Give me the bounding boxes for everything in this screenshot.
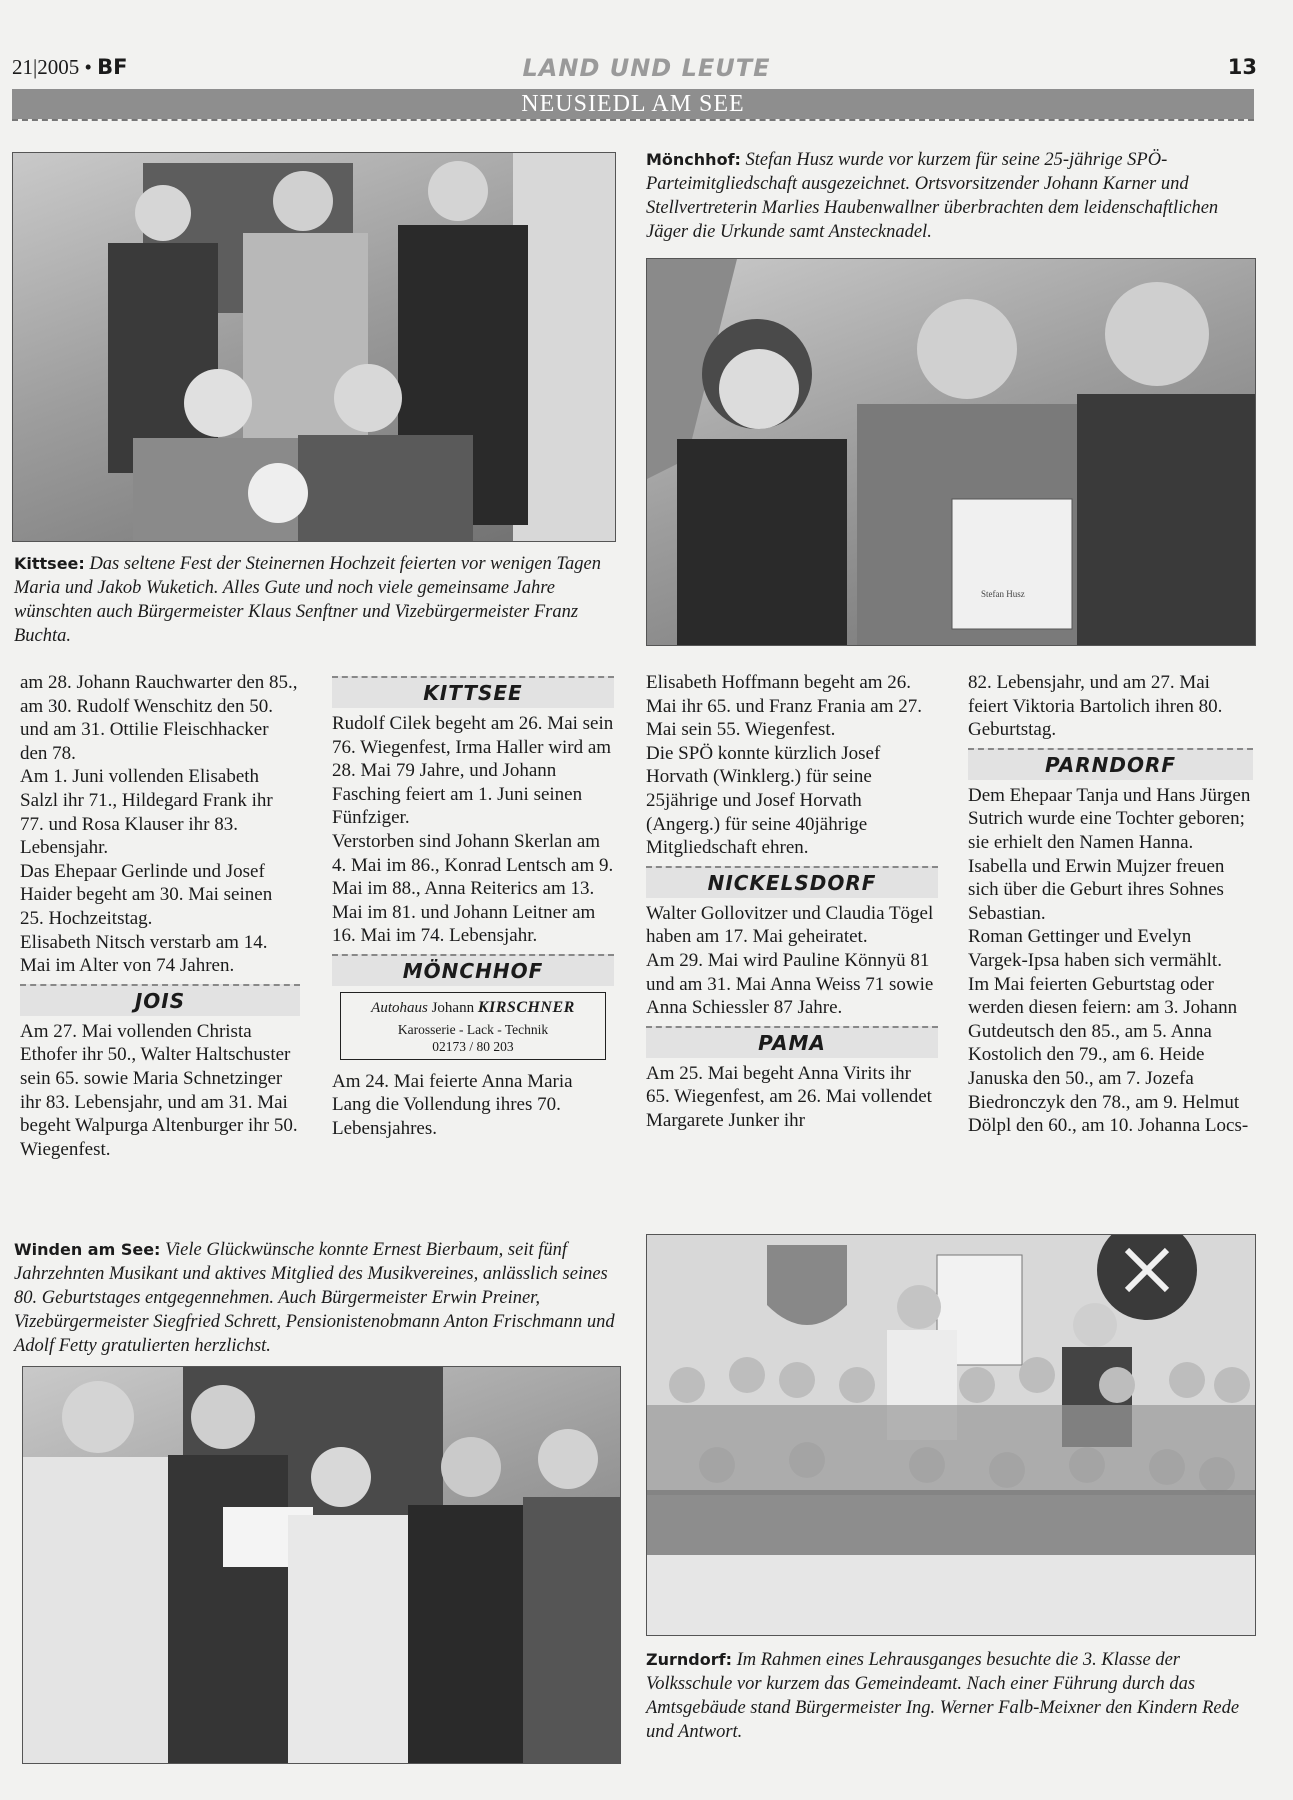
caption-kittsee [14, 552, 614, 648]
paragraph: Am 24. Mai feierte Anna Maria Lang die Vollendung ihres 70. Lebensjahres. [332, 1070, 573, 1139]
ad-services: Karosserie - Lack - Technik [397, 1021, 549, 1037]
column-2 [332, 676, 614, 1140]
paragraph: Am 29. Mai wird Pauline Könnyü 81 und am 31. Mai Anna Weiss 71 sowie Anna Schiessler 87 Jahre. [646, 949, 934, 1019]
paragraph: Walter Gollovitzer und Claudia Tögel haben am 17. Mai geheiratet. [646, 902, 934, 948]
photo-winden [22, 1366, 621, 1764]
ad-title [341, 996, 605, 1021]
photo-zurndorf-illustration [647, 1235, 1255, 1635]
section-heading-nickelsdorf: NICKELSDORF [646, 866, 938, 898]
advertisement-kirschner [340, 992, 606, 1060]
paragraph: Verstorben sind Johann Skerlan am 4. Mai im 86., Konrad Lentsch am 9. Mai im 88., Anna Reiterics am 13. Mai im 81. und Johann Leitner am 16. Mai im 74. Lebensjahr. [332, 830, 614, 947]
banner-divider [12, 119, 1254, 121]
caption-place: Kittsee: [14, 554, 85, 573]
caption-text: Viele Glückwünsche konnte Ernest Bierbaum, seit fünf Jahrzehnten Musikant und aktives Mitglied des Musikvereines, anlässlich seines 80. Geburtstages entgegennehmen. Auch Bürgermeister Erwin Preiner, Vizebürgermeister Siegfried Schrett, Pensionistenobmann Anton Frischmann und Adolf Fetty gratulierten herzlichst. [14, 1240, 615, 1356]
header-bullet: • [84, 55, 92, 79]
caption-place: Zurndorf: [646, 1650, 732, 1669]
caption-text: Das seltene Fest der Steinernen Hochzeit feierten vor wenigen Tagen Maria und Jakob Wuketich. Alles Gute und noch viele gemeinsame Jahre wünschten auch Bürgermeister Klaus Senftner und Vizebürgermeister Franz Buchta. [14, 554, 601, 646]
ad-prefix: Autohaus [371, 999, 428, 1016]
column-1 [20, 671, 300, 1161]
certificate-text: Stefan Husz [981, 589, 1025, 599]
section-heading-pama: PAMA [646, 1026, 938, 1058]
paragraph: Elisabeth Nitsch verstarb am 14. Mai im Alter von 74 Jahren. [20, 931, 268, 977]
page-number: 13 [1227, 55, 1257, 79]
caption-text: Im Rahmen eines Lehrausganges besuchte die 3. Klasse der Volksschule vor kurzem das Gemeindeamt. Nach einer Führung durch das Amtsgebäude stand Bürgermeister Ing. Werner Falb-Meixner den Kindern Rede und Antwort. [646, 1650, 1240, 1742]
paragraph: Im Mai feierten Geburtstag oder werden diesen feiern: am 3. Johann Gutdeutsch den 85., am 5. Anna Kostolich den 79., am 6. Heide Januska den 50., am 7. Jozefa Biedronczyk den 78., am 9. Helmut Dölpl den 60., am 10. Johanna Locs- [968, 973, 1249, 1137]
section-title: LAND UND LEUTE [522, 54, 771, 82]
paragraph: Am 25. Mai begeht Anna Virits ihr 65. Wiegenfest, am 26. Mai vollendet Margarete Junker ihr [646, 1062, 932, 1131]
section-heading-moenchhof: MÖNCHHOF [332, 954, 614, 986]
photo-moenchhof-illustration [647, 259, 1255, 645]
section-heading-parndorf: PARNDORF [968, 748, 1253, 780]
column-3 [646, 671, 938, 1133]
paragraph: Elisabeth Hoffmann begeht am 26. Mai ihr 65. und Franz Frania am 27. Mai sein 55. Wiegenfest. [646, 672, 922, 741]
paragraph: Rudolf Cilek begeht am 26. Mai sein 76. Wiegenfest, Irma Haller wird am 28. Mai 79 Jahre, und Johann Fasching feiert am 1. Juni seinen Fünfziger. [332, 713, 614, 829]
column-4 [968, 671, 1253, 1138]
ad-phone: 02173 / 80 203 [432, 1038, 514, 1054]
region-banner: NEUSIEDL AM SEE [12, 89, 1254, 119]
photo-kittsee [12, 152, 616, 542]
photo-winden-illustration [23, 1367, 620, 1763]
paragraph: Am 27. Mai vollenden Christa Ethofer ihr 50., Walter Haltschuster sein 65. sowie Maria Schnetzinger ihr 83. Lebensjahr, und am 31. Mai begeht Walpurga Altenburger ihr 50. Wiegenfest. [20, 1020, 298, 1160]
caption-moenchhof [646, 148, 1246, 244]
photo-kittsee-illustration [13, 153, 615, 541]
paragraph: Dem Ehepaar Tanja und Hans Jürgen Sutrich wurde eine Tochter geboren; sie erhielt den Namen Hanna. Isabella und Erwin Mujzer freuen sich über die Geburt ihres Sohnes Sebastian. [968, 784, 1251, 924]
paragraph: Die SPÖ konnte kürzlich Josef Horvath (Winklerg.) für seine 25jährige und Josef Horvath (Angerg.) für seine 40jährige Mitgliedschaft ehren. [646, 742, 881, 859]
paragraph: 82. Lebensjahr, und am 27. Mai feiert Viktoria Bartolich ihren 80. Geburtstag. [968, 672, 1223, 741]
caption-place: Winden am See: [14, 1240, 161, 1259]
paragraph: am 28. Johann Rauchwarter den 85., am 30. Rudolf Wenschitz den 50. und am 31. Ottilie Fleischhacker den 78. [20, 672, 298, 764]
caption-text: Stefan Husz wurde vor kurzem für seine 25-jährige SPÖ-Parteimitgliedschaft ausgezeichnet. Ortsvorsitzender Johann Karner und Stellvertreterin Marlies Haubenwallner überbrachten dem leidenschaftlichen Jäger die Urkunde samt Anstecknadel. [646, 150, 1219, 242]
ad-first-name: Johann [431, 999, 475, 1016]
caption-place: Mönchhof: [646, 150, 741, 169]
paragraph: Roman Gettinger und Evelyn Vargek-Ipsa haben sich vermählt. [968, 926, 1222, 971]
section-heading-kittsee: KITTSEE [332, 676, 614, 708]
paragraph: Das Ehepaar Gerlinde und Josef Haider begeht am 30. Mai seinen 25. Hochzeitstag. [20, 860, 273, 929]
photo-zurndorf [646, 1234, 1256, 1636]
issue-number: 21|2005 [12, 55, 80, 79]
brand-label: BF [97, 55, 128, 79]
caption-zurndorf [646, 1648, 1254, 1744]
caption-winden [14, 1238, 619, 1358]
section-heading-jois: JOIS [20, 984, 300, 1016]
paragraph: Am 1. Juni vollenden Elisabeth Salzl ihr 71., Hildegard Frank ihr 77. und Rosa Klauser ihr 83. Lebensjahr. [20, 766, 273, 859]
photo-moenchhof [646, 258, 1256, 646]
ad-name: KIRSCHNER [477, 998, 575, 1016]
